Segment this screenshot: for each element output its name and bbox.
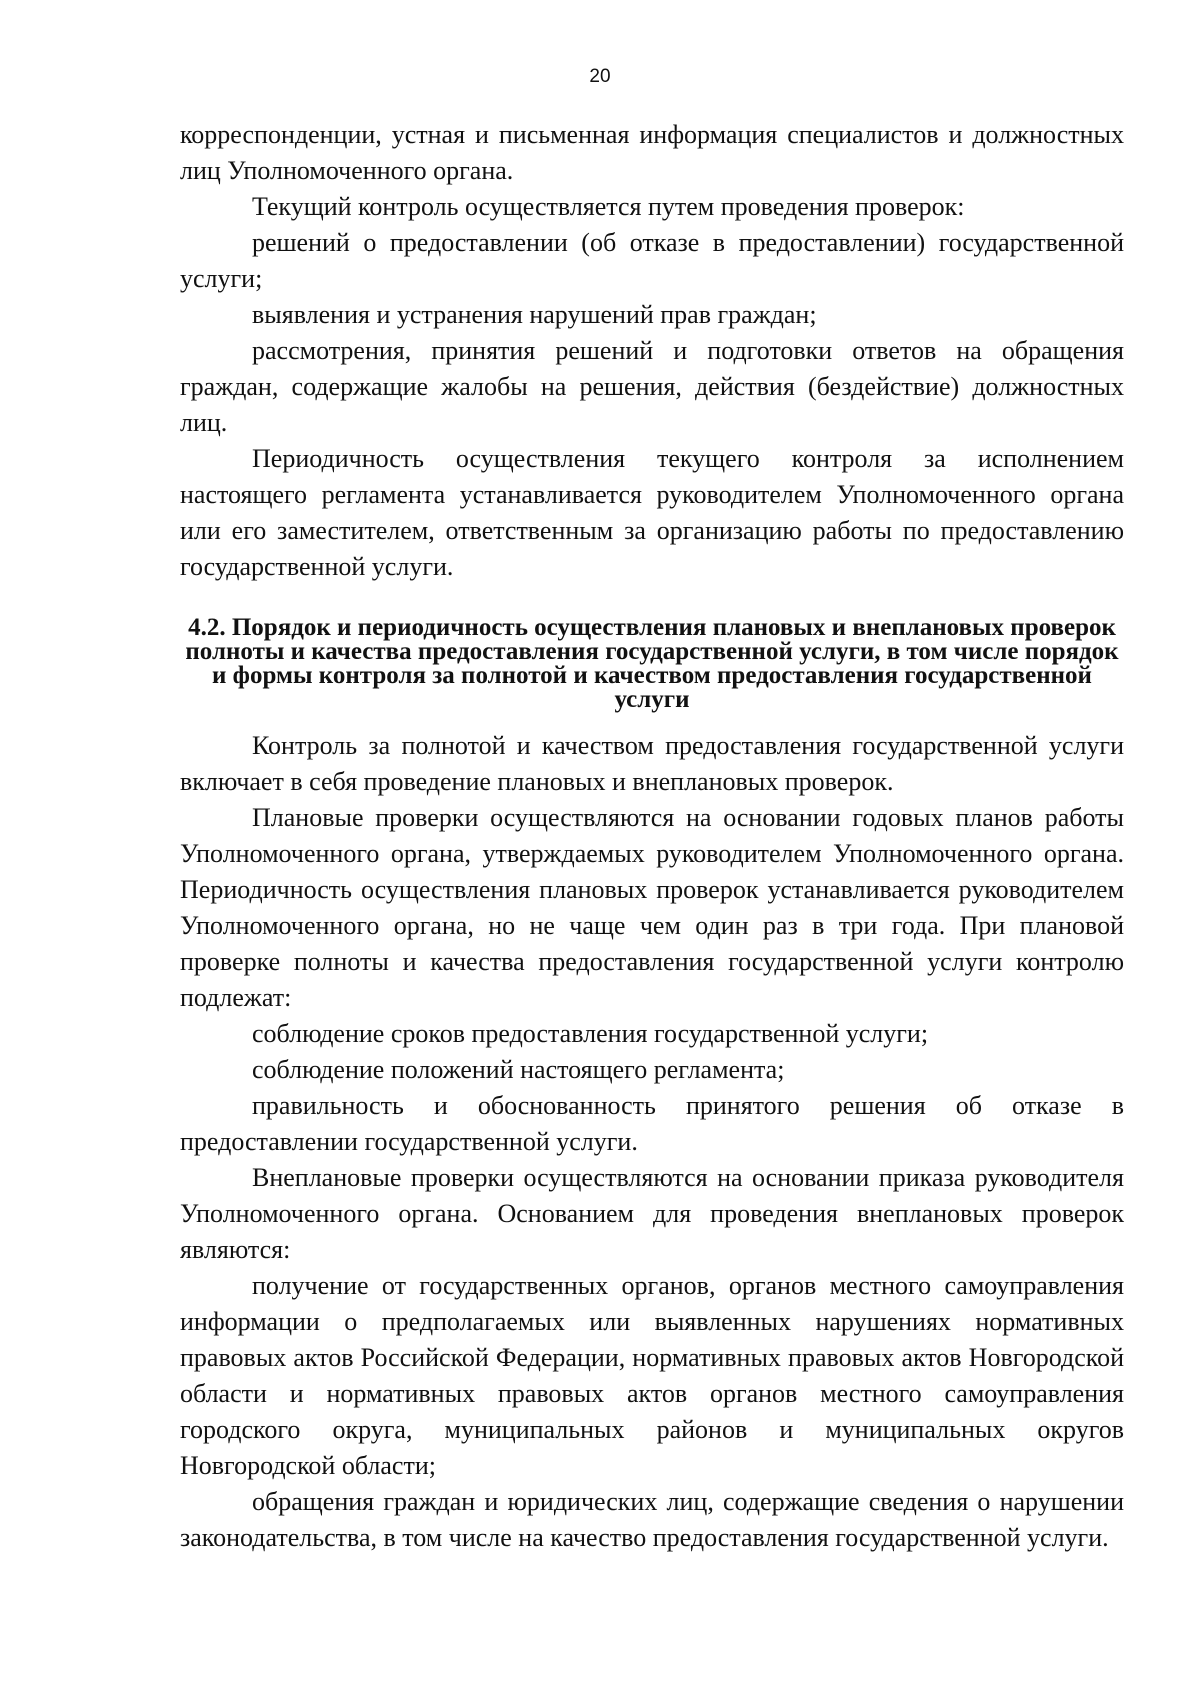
paragraph: правильность и обоснованность принятого решения об отказе в предоставлении государственной услуги. [180,1091,1124,1156]
paragraph: корреспонденции, устная и письменная информация специалистов и должностных лиц Уполномоченного органа. [180,120,1124,185]
paragraph: Периодичность осуществления текущего контроля за исполнением настоящего регламента устанавливается руководителем Уполномоченного органа или его заместителем, ответственным за организацию работы по предоставлению государственной услуги. [180,444,1124,581]
page-number: 20 [589,66,611,87]
section-heading: 4.2. Порядок и периодичность осуществления плановых и внеплановых проверок полноты и качества предоставления государственной услуги, в том числе порядок и формы контроля за полнотой и качеством предоставления государственной услуги [185,614,1119,713]
paragraph: обращения граждан и юридических лиц, содержащие сведения о нарушении законодательства, в том числе на качество предоставления государственной услуги. [180,1487,1124,1552]
paragraph: соблюдение положений настоящего регламента; [252,1055,785,1084]
paragraph: Текущий контроль осуществляется путем проведения проверок: [252,192,965,221]
paragraph: соблюдение сроков предоставления государственной услуги; [252,1019,929,1048]
section-text-block [180,728,1124,1556]
paragraph: рассмотрения, принятия решений и подготовки ответов на обращения граждан, содержащие жалобы на решения, действия (бездействие) должностных лиц. [180,336,1124,437]
paragraph: Контроль за полнотой и качеством предоставления государственной услуги включает в себя проведение плановых и внеплановых проверок. [180,731,1124,796]
paragraph: выявления и устранения нарушений прав граждан; [252,300,817,329]
paragraph: получение от государственных органов, органов местного самоуправления информации о предполагаемых или выявленных нарушениях нормативных правовых актов Российской Федерации, нормативных правовых актов Новгородской области и нормативных правовых актов органов местного самоуправления городского округа, муниципальных районов и муниципальных округов Новгородской области; [180,1271,1124,1480]
paragraph: Внеплановые проверки осуществляются на основании приказа руководителя Уполномоченного органа. Основанием для проведения внеплановых проверок являются: [180,1163,1124,1264]
paragraph: решений о предоставлении (об отказе в предоставлении) государственной услуги; [180,228,1124,293]
paragraph: Плановые проверки осуществляются на основании годовых планов работы Уполномоченного органа, утверждаемых руководителем Уполномоченного органа. Периодичность осуществления плановых проверок устанавливается руководителем Уполномоченного органа, но не чаще чем один раз в три года. При плановой проверке полноты и качества предоставления государственной услуги контролю подлежат: [180,803,1124,1012]
intro-text-block [180,117,1124,585]
